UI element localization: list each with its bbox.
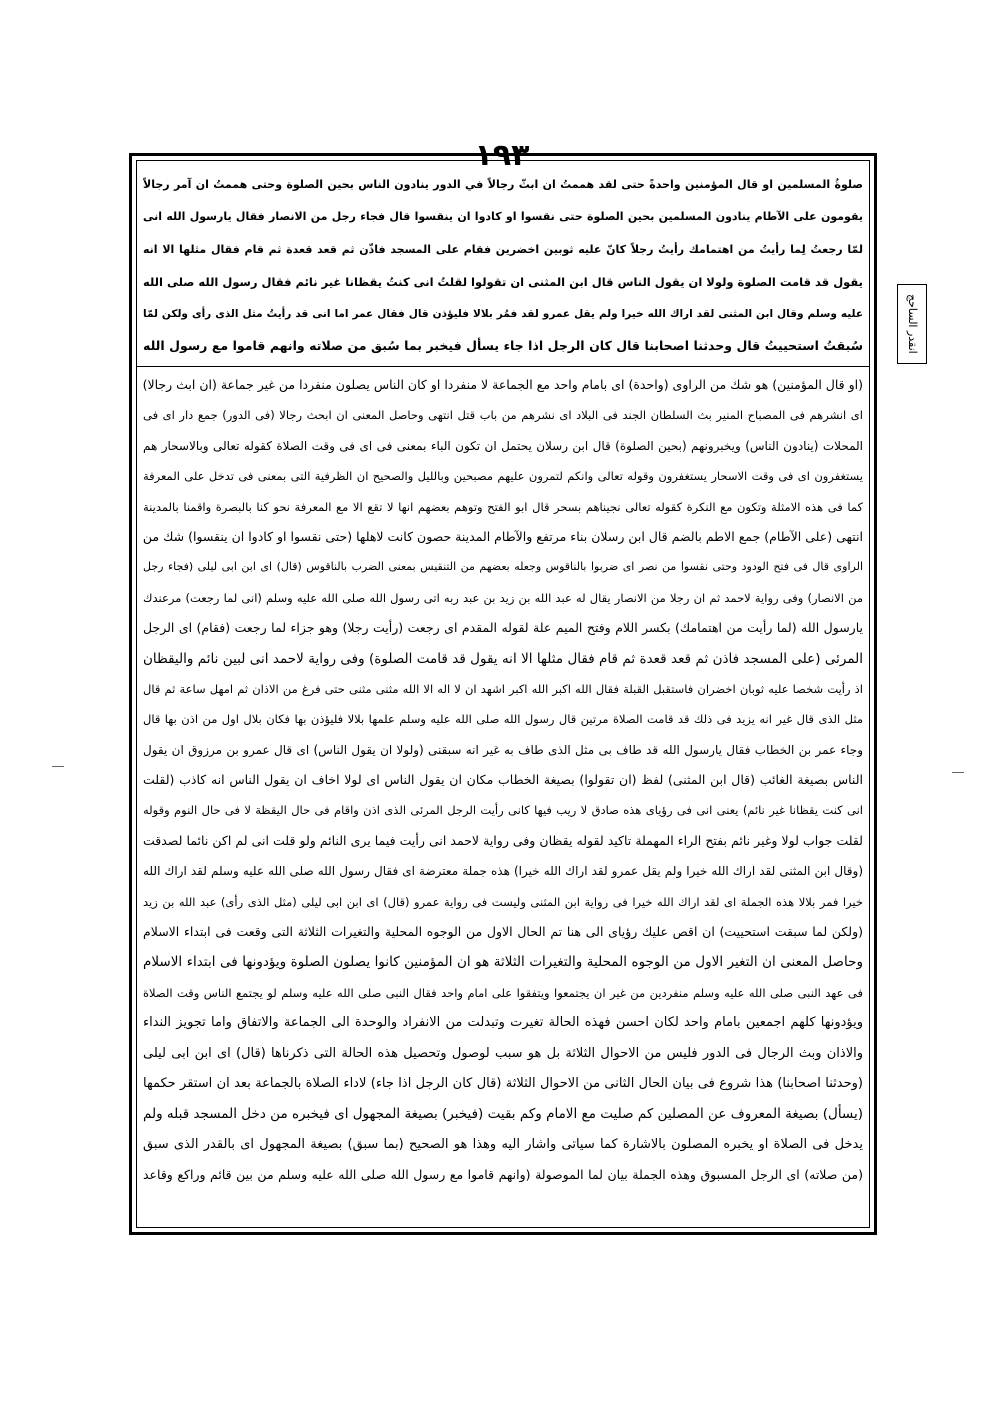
sharh-line: (وحدثنا اصحابنا) هذا شروع فى بيان الحال الثانى من الاحوال الثلاثة (قال كان الرجل اذا جاء) لاداء الصلاة بالجماعة بعد ان استقر حكمها: [143, 1075, 863, 1091]
sharh-line: المحلات (ينادون الناس) ويخبرونهم (بحين الصلوة) قال ابن رسلان يحتمل ان تكون الباء بمعنى فى اى فى وقت الصلاة كقوله تعالى وبالاسحار هم: [143, 438, 863, 453]
sharh-line: (يسأل) بصيغة المعروف عن المصلين كم صليت مع الامام وكم بقيت (فيخبر) بصيغة المجهول اى فيخبره من دخل المسجد قبله ولم: [143, 1106, 863, 1123]
inner-frame: [136, 160, 870, 1228]
fold-mark-right: [952, 772, 964, 773]
sharh-line: مثل الذى قال غير انه يزيد فى ذلك قد قامت الصلاة مرتين قال رسول الله صلى الله عليه وسلم علمها بلالا فليؤذن بها فكان بلال اول من اذن بها قال: [143, 712, 863, 727]
page-number: ١٩٣: [474, 138, 530, 173]
sharh-line: ويؤدونها كلهم اجمعين بامام واحد لكان احسن فهذه الحالة تغيرت وتبدلت من الانفراد والوحدة الى الجماعة والاتفاق واما تجويز النداء: [143, 1015, 863, 1031]
sharh-line: وحاصل المعنى ان التغير الاول من الوجوه المحلية والتغيرات الثلاثة هو ان المؤمنين كانوا يصلون الصلوة ويؤدونها فى ابتداء الاسلام: [143, 954, 863, 971]
matn-line: يقول قد قامت الصلوة ولولا ان يقول الناس قال ابن المثنى ان تقولوا لقلتُ انى كنتُ يقظانا غير نائم فقال رسول الله صلى الله: [143, 274, 863, 289]
sharh-line: اى انشرهم فى المصباح المنير بث السلطان الجند فى البلاد اى نشرهم من باب قتل انتهى وحاصل المعنى ان ابحث رجالا (فى الدور) جمع دار اى فى: [143, 408, 863, 423]
sharh-line: وجاء عمر بن الخطاب فقال يارسول الله قد طاف بى مثل الذى طاف به غير انه سبقنى (ولولا ان يقول الناس) اى قال عمرو بن مرزوق ان يقول: [143, 742, 863, 757]
matn-line: صلوةُ المسلمين او قال المؤمنين واحدةً حتى لقد هممتُ ان ابثّ رجالاً في الدور ينادون الناس بحين الصلوة وحتى هممتُ ان آمر رجالاً: [143, 178, 863, 191]
matn-line: لمّا رجعتُ لِما رأيتُ من اهتمامك رأيتُ رجلاً كانّ عليه ثوبين اخضرين فقام على المسجد فاذّن ثم قعد قعدة ثم قام فقال مثلها الا انه: [143, 242, 863, 256]
sharh-line: الراوى قال فى فتح الودود وحتى نقسوا من نصر اى ضربوا بالناقوس وجعله بعضهم من التنقيس بمعنى الضرب بالناقوس (قال) اى ابن ابى ليلى (فجاء رجل: [143, 560, 863, 574]
sharh-line: والاذان وبث الرجال فى الدور فليس من الاحوال الثلاثة بل هو سبب لوصول وتحصيل هذه الحالة التى ذكرناها (قال) اى ابن ابى ليلى: [143, 1045, 863, 1061]
sharh-line: لقلت جواب لولا وغير نائم بفتح الراء المهملة تاكيد لقوله يقظان وفى رواية لاحمد انى رأيت فيما يرى النائم ولو قلت انى لم اكن نائما لصدقت: [143, 832, 863, 848]
matn-line: سُبقتُ استحييتُ قال وحدثنا اصحابنا قال كان الرجل اذا جاء يسأل فيخبر بما سُبق من صلاته وانهم قاموا مع رسول الله: [143, 338, 863, 354]
sharh-block: [143, 370, 863, 1221]
text-frame: [129, 153, 877, 1235]
sharh-line: يدخل فى الصلاة او يخبره المصلون بالاشارة كما سياتى واشار اليه وهذا هو الصحيح (بما سبق) بصيغة المجهول اى بالقدر الذى سبق: [143, 1136, 863, 1152]
sharh-line: المرئى (على المسجد فاذن ثم قعد قعدة ثم قام فقال مثلها الا انه يقول قد قامت الصلوة) وفى رواية لاحمد انى لبين نائم واليقظان: [143, 650, 863, 667]
sharh-line: اذ رأيت شخصا عليه ثوبان اخضران فاستقبل القبلة فقال الله اكبر الله اكبر اشهد ان لا اله الا الله مثنى مثنى حتى فرغ من الاذان ثم امهل ساعة ثم قال: [143, 681, 863, 696]
matn-line: يقومون على الآطام ينادون المسلمين بحين الصلوة حتى نقسوا او كادوا ان ينقسوا قال فجاء رجل من الانصار فقال يارسول الله انى: [143, 210, 863, 224]
fold-mark-left: [52, 766, 64, 767]
sharh-line: يستغفرون اى فى وقت الاسحار يستغفرون وقوله تعالى وانكم لتمرون عليهم مصبحين وبالليل والصحيح ان الظرفية التى بمعنى فى تدخل على المعرفة: [143, 469, 863, 484]
matn-line: عليه وسلم وقال ابن المثنى لقد اراك الله خيرا ولم يقل عمرو لقد فمُر بلالا فليؤذن قال فقال عمر اما انى قد رأيتُ مثل الذى رأى ولكن لمّا: [143, 308, 863, 321]
sharh-line: خيرا فمر بلالا هذه الجملة اى لقد اراك الله خيرا فى رواية ابن المثنى وليست فى رواية عمرو (قال) اى ابن ابى ليلى (مثل الذى رأى) عبد الله بن زيد: [143, 894, 863, 909]
sharh-line: يارسول الله (لما رأيت من اهتمامك) بكسر اللام وفتح الميم علة لقوله المقدم اى رجعت (رأيت رجلا) وهو جزاء لما رجعت (فقام) اى الرجل: [143, 620, 863, 636]
margin-note: انقدر الساحج: [897, 284, 927, 364]
sharh-line: الناس بصيغة الغائب (قال ابن المثنى) لفظ (ان تقولوا) بصيغة الخطاب مكان ان يقول الناس اى لولا اخاف ان يقول الناس انه كاذب (لقلت: [143, 772, 863, 788]
sharh-line: كما فى هذه الامثلة وتكون مع النكرة كقوله تعالى نجيناهم بسحر قال ابو الفتح وتوهم بعضهم انها لا تقع الا مع المعرفة نحو كنا بالبصرة واقمنا بالمدينة: [143, 499, 863, 514]
sharh-line: انتهى (على الآطام) جمع الاطم بالضم قال ابن رسلان بناء مرتفع والآطام المدينة حصون كانت لاهلها (حتى نقسوا او كادوا ان ينقسوا) شك من: [143, 528, 863, 544]
sharh-line: (من صلاته) اى الرجل المسبوق وهذه الجملة بيان لما الموصولة (وانهم قاموا مع رسول الله صلى الله عليه وسلم من بين قائم وراكع وقاعد: [143, 1167, 863, 1183]
matn-block: [143, 169, 863, 363]
section-divider: [137, 366, 869, 367]
sharh-line: فى عهد النبى صلى الله عليه وسلم منفردين من غير ان يجتمعوا ويتفقوا على امام واحد فقال النبى صلى الله عليه وسلم لو يجتمع الناس وقت الصلاة: [143, 985, 863, 1000]
sharh-line: انى كنت يقظانا غير نائم) يعنى انى فى رؤياى هذه صادق لا ريب فيها كانى رأيت الرجل المرئى الذى اذن واقام فى حال اليقظة لا فى حال النوم وقوله: [143, 803, 863, 818]
sharh-line: من الانصار) وفى رواية لاحمد ثم ان رجلا من الانصار يقال له عبد الله بن زيد بن عبد ربه اتى رسول الله صلى الله عليه وسلم (انى لما رجعت) مرعندك: [143, 590, 863, 605]
sharh-line: (وقال ابن المثنى لقد اراك الله خيرا ولم يقل عمرو لقد اراك الله خيرا) هذه جملة معترضة اى فقال رسول الله صلى الله عليه وسلم لقد اراك الله: [143, 864, 863, 879]
sharh-line: (ولكن لما سبقت استحييت) ان اقص عليك رؤياى الى هنا تم الحال الاول من الوجوه المحلية والتغيرات الثلاثة التى وقعت فى ابتداء الاسلام: [143, 924, 863, 940]
sharh-line: (او قال المؤمنين) هو شك من الراوى (واحدة) اى بامام واحد مع الجماعة لا منفردا او كان الناس يصلون منفردا من غير جماعة (ان ابث رجالا): [143, 377, 863, 392]
